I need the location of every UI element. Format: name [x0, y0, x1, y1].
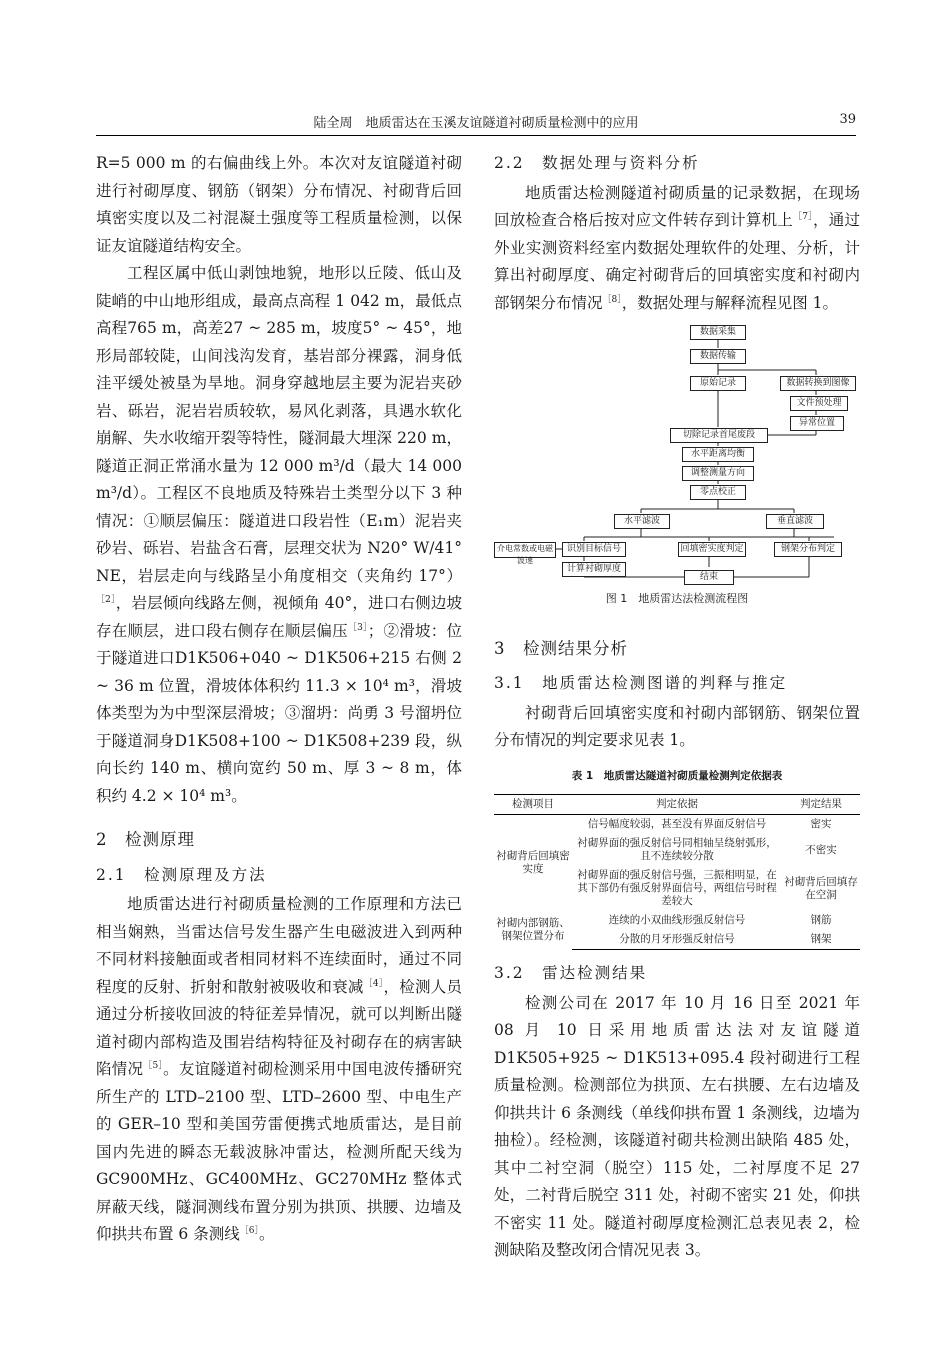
citation-6: ［6］: [239, 1225, 259, 1236]
principle-text-d: 。: [258, 1225, 275, 1243]
table-caption: 表 1 地质雷达隧道衬砌质量检测判定依据表: [571, 769, 783, 782]
section-3-heading: 3 检测结果分析: [494, 638, 628, 658]
flow-node-lining-thickness: 计算衬砌厚度: [562, 562, 626, 577]
geology-text-c: ；②滑坡：位于隧道进口D1K506+040 ~ D1K506+215 右侧 2 ~ 36 m 位置，滑坡体体积约 11.3 × 10⁴ m³，滑坡体类型为为中型深层滑坡；③溜坍：尚勇 3 号溜坍位于隧道洞身D1K508+100 ~ D1K508+239 段，纵向长约 140 m、横向宽约 50 m、厚 3 ~ 8 m，体积约 4.2 × 10⁴ m³。: [96, 621, 462, 805]
flow-node-zero-correction: 零点校正: [690, 485, 746, 500]
flow-node-end: 结束: [684, 570, 734, 585]
processing-text-a: 地质雷达检测隧道衬砌质量的记录数据，在现场回放检查合格后按对应文件转存到计算机上: [494, 183, 860, 229]
paragraph-intro-cont: R=5 000 m 的右偏曲线上外。本次对友谊隧道衬砌进行衬砌厚度、钢筋（钢架）分布情况、衬砌背后回填密实度以及二衬混凝土强度等工程质量检测，以保证友谊隧道结构安全。: [96, 154, 462, 255]
section-2-1-heading: 2.1 检测原理及方法: [96, 865, 267, 884]
criteria-table: [494, 794, 860, 950]
table-cell-result: 不密实: [805, 843, 837, 856]
processing-text-b: ，通过外业实测资料经室内数据处理软件的处理、分析，计算出衬砌厚度、确定衬砌背后的回填密实度和衬砌内部钢架分布情况: [494, 211, 860, 312]
table-row: [494, 911, 860, 930]
running-title: 陆全周 地质雷达在玉溪友谊隧道衬砌质量检测中的应用: [313, 116, 639, 131]
section-2-2-heading: 2.2 数据处理与资料分析: [494, 154, 700, 172]
citation-4: ［4］: [363, 978, 384, 989]
table-cell-result: 钢筋: [810, 914, 832, 926]
paragraph-principle: [96, 891, 462, 1249]
section-3-1-heading: 3.1 地质雷达检测图谱的判释与推定: [494, 674, 788, 692]
flow-node-file-preprocess: 文件预处理: [790, 396, 848, 411]
paragraph-judgement: 衬砌背后回填密实度和衬砌内部钢筋、钢架位置分布情况的判定要求见表 1。: [494, 703, 860, 749]
table-cell-basis: 信号幅度较弱，甚至没有界面反射信号: [587, 818, 767, 830]
table-cell-basis: 衬砌界面的强反射信号强，三振相明显，在其下部仍有强反射界面信号，两组信号时程差较大: [577, 869, 777, 907]
header-rule: [96, 135, 856, 136]
processing-text-c: ，数据处理与解释流程见图 1。: [621, 293, 839, 312]
flow-node-trim-record: 切除记录首尾废段: [670, 428, 768, 443]
table-cell-basis: 衬砌界面的强反射信号同相轴呈绕射弧形，且不连续较分散: [577, 837, 777, 862]
table-cell-basis: 连续的小双曲线形强反射信号: [608, 914, 746, 926]
flow-node-dielectric: 介电常数或电磁波速: [494, 542, 556, 558]
flow-node-identify-signal: 识别目标信号: [562, 542, 626, 557]
table-cell-result: 衬砌背后回填存在空洞: [784, 875, 858, 901]
table-group-backfill: 衬砌背后回填密实度: [496, 850, 570, 875]
flow-node-horizontal-filter: 水平滤波: [614, 514, 670, 529]
section-3-2-heading: 3.2 雷达检测结果: [494, 964, 648, 982]
paragraph-processing: [494, 180, 860, 318]
flowchart: [494, 323, 860, 585]
principle-text-a: 地质雷达进行衬砌质量检测的工作原理和方法已相当娴熟，当雷达信号发生器产生电磁波进入到两种不同材料接触面或者相同材料不连续面时，通过不同程度的反射、折射和散射被吸收和衰减: [96, 895, 462, 996]
flow-node-backfill-judge: 回填密实度判定: [678, 542, 746, 557]
table-row: [494, 815, 860, 835]
citation-3: ［3］: [347, 622, 368, 633]
principle-text-b: ，检测人员通过分析接收回波的特征差异情况，就可以判断出隧道衬砌内部构造及围岩结构特征及衬砌存在的病害缺陷情况: [96, 977, 462, 1078]
table-header-row: [494, 795, 860, 815]
citation-8: ［8］: [602, 294, 622, 305]
table-header-basis: 判定依据: [572, 795, 782, 815]
flow-node-data-transfer: 数据传输: [690, 349, 746, 364]
table-header-result: 判定结果: [782, 795, 860, 815]
flow-node-vertical-filter: 垂直滤波: [766, 514, 824, 529]
flow-node-distance-balance: 水平距离均衡: [682, 447, 754, 462]
paragraph-geology: [96, 260, 462, 810]
figure-caption: 图 1 地质雷达法检测流程图: [605, 592, 749, 605]
paragraph-results: 检测公司在 2017 年 10 月 16 日至 2021 年 08 月 10 日采用地质雷达法对友谊隧道D1K505+925 ~ D1K513+095.4 段衬砌进行工程质量检测。检测部位为拱顶、左右拱腰、左右边墙及仰拱共计 6 条测线（单线仰拱布置 1 条测线，边墙为抽检）。经检测，该隧道衬砌共检测出缺陷 485 处，其中二衬空洞（脱空）115 处，二衬厚度不足 27 处，二衬背后脱空 311 处，衬砌不密实 21 处，仰拱不密实 11 处。隧道衬砌厚度检测汇总表见表 2，检测缺陷及整改闭合情况见表 3。: [494, 993, 860, 1259]
left-column: [96, 150, 462, 1249]
flow-node-raw-record: 原始记录: [690, 376, 746, 391]
flow-node-convert-image: 数据转换到图像: [780, 376, 856, 391]
geology-text-a: 工程区属中低山剥蚀地貌，地形以丘陵、低山及陡峭的中山地形组成，最高点高程 1 042 m，最低点高程765 m，高差27 ~ 285 m，坡度5° ~ 45°，地形局部较陡，山间浅沟发育，基岩部分裸露，洞身低洼平缓处被垦为旱地。洞身穿越地层主要为泥岩夹砂岩、砾岩，泥岩岩质较软，易风化剥落，具遇水软化崩解、失水收缩开裂等特性，隧洞最大埋深 220 m，隧道正洞正常涌水量为 12 000 m³/d（最大 14 000 m³/d）。工程区不良地质及特殊岩土类型分以下 3 种情况：①顺层偏压：隧道进口段岩性（E₁m）泥岩夹砂岩、砾岩、岩盐含石膏，层理交状为 N20° W/41° NE，岩层走向与线路呈小角度相交（夹角约 17°）: [96, 264, 462, 585]
principle-text-c: 。友谊隧道衬砌检测采用中国电波传播研究所生产的 LTD–2100 型、LTD–2600 型、中电生产的 GER–10 型和美国劳雷便携式地质雷达，是目前国内先进的瞬态无载波脉冲雷达，检测所配天线为 GC900MHz、GC400MHz、GC270MHz 整体式屏蔽天线，隧洞测线布置分别为拱顶、拱腰、边墙及仰拱共布置 6 条测线: [96, 1060, 462, 1243]
right-column: [494, 150, 860, 1265]
flow-node-data-collection: 数据采集: [690, 325, 746, 340]
geology-text-b: ，岩层倾向线路左侧，视倾角 40°，进口右侧边坡存在顺层，进口段右侧存在顺层偏压: [96, 594, 462, 640]
flow-node-anomaly-location: 异常位置: [790, 416, 844, 431]
citation-5: ［5］: [143, 1060, 164, 1071]
flow-node-steel-judge: 钢架分布判定: [774, 542, 842, 557]
page-number: 39: [839, 112, 856, 127]
table-cell-basis: 分散的月牙形强反射信号: [572, 930, 782, 950]
table-header-item: 检测项目: [494, 795, 572, 815]
table-cell-result: 钢架: [782, 930, 860, 950]
citation-2: ［2］: [96, 594, 116, 605]
table-cell-result: 密实: [810, 818, 832, 830]
flow-node-adjust-direction: 调整测量方向: [682, 466, 754, 481]
section-2-heading: 2 检测原理: [96, 830, 195, 849]
table-group-steel: 衬砌内部钢筋、钢架位置分布: [496, 917, 570, 943]
citation-7: ［7］: [793, 211, 813, 222]
